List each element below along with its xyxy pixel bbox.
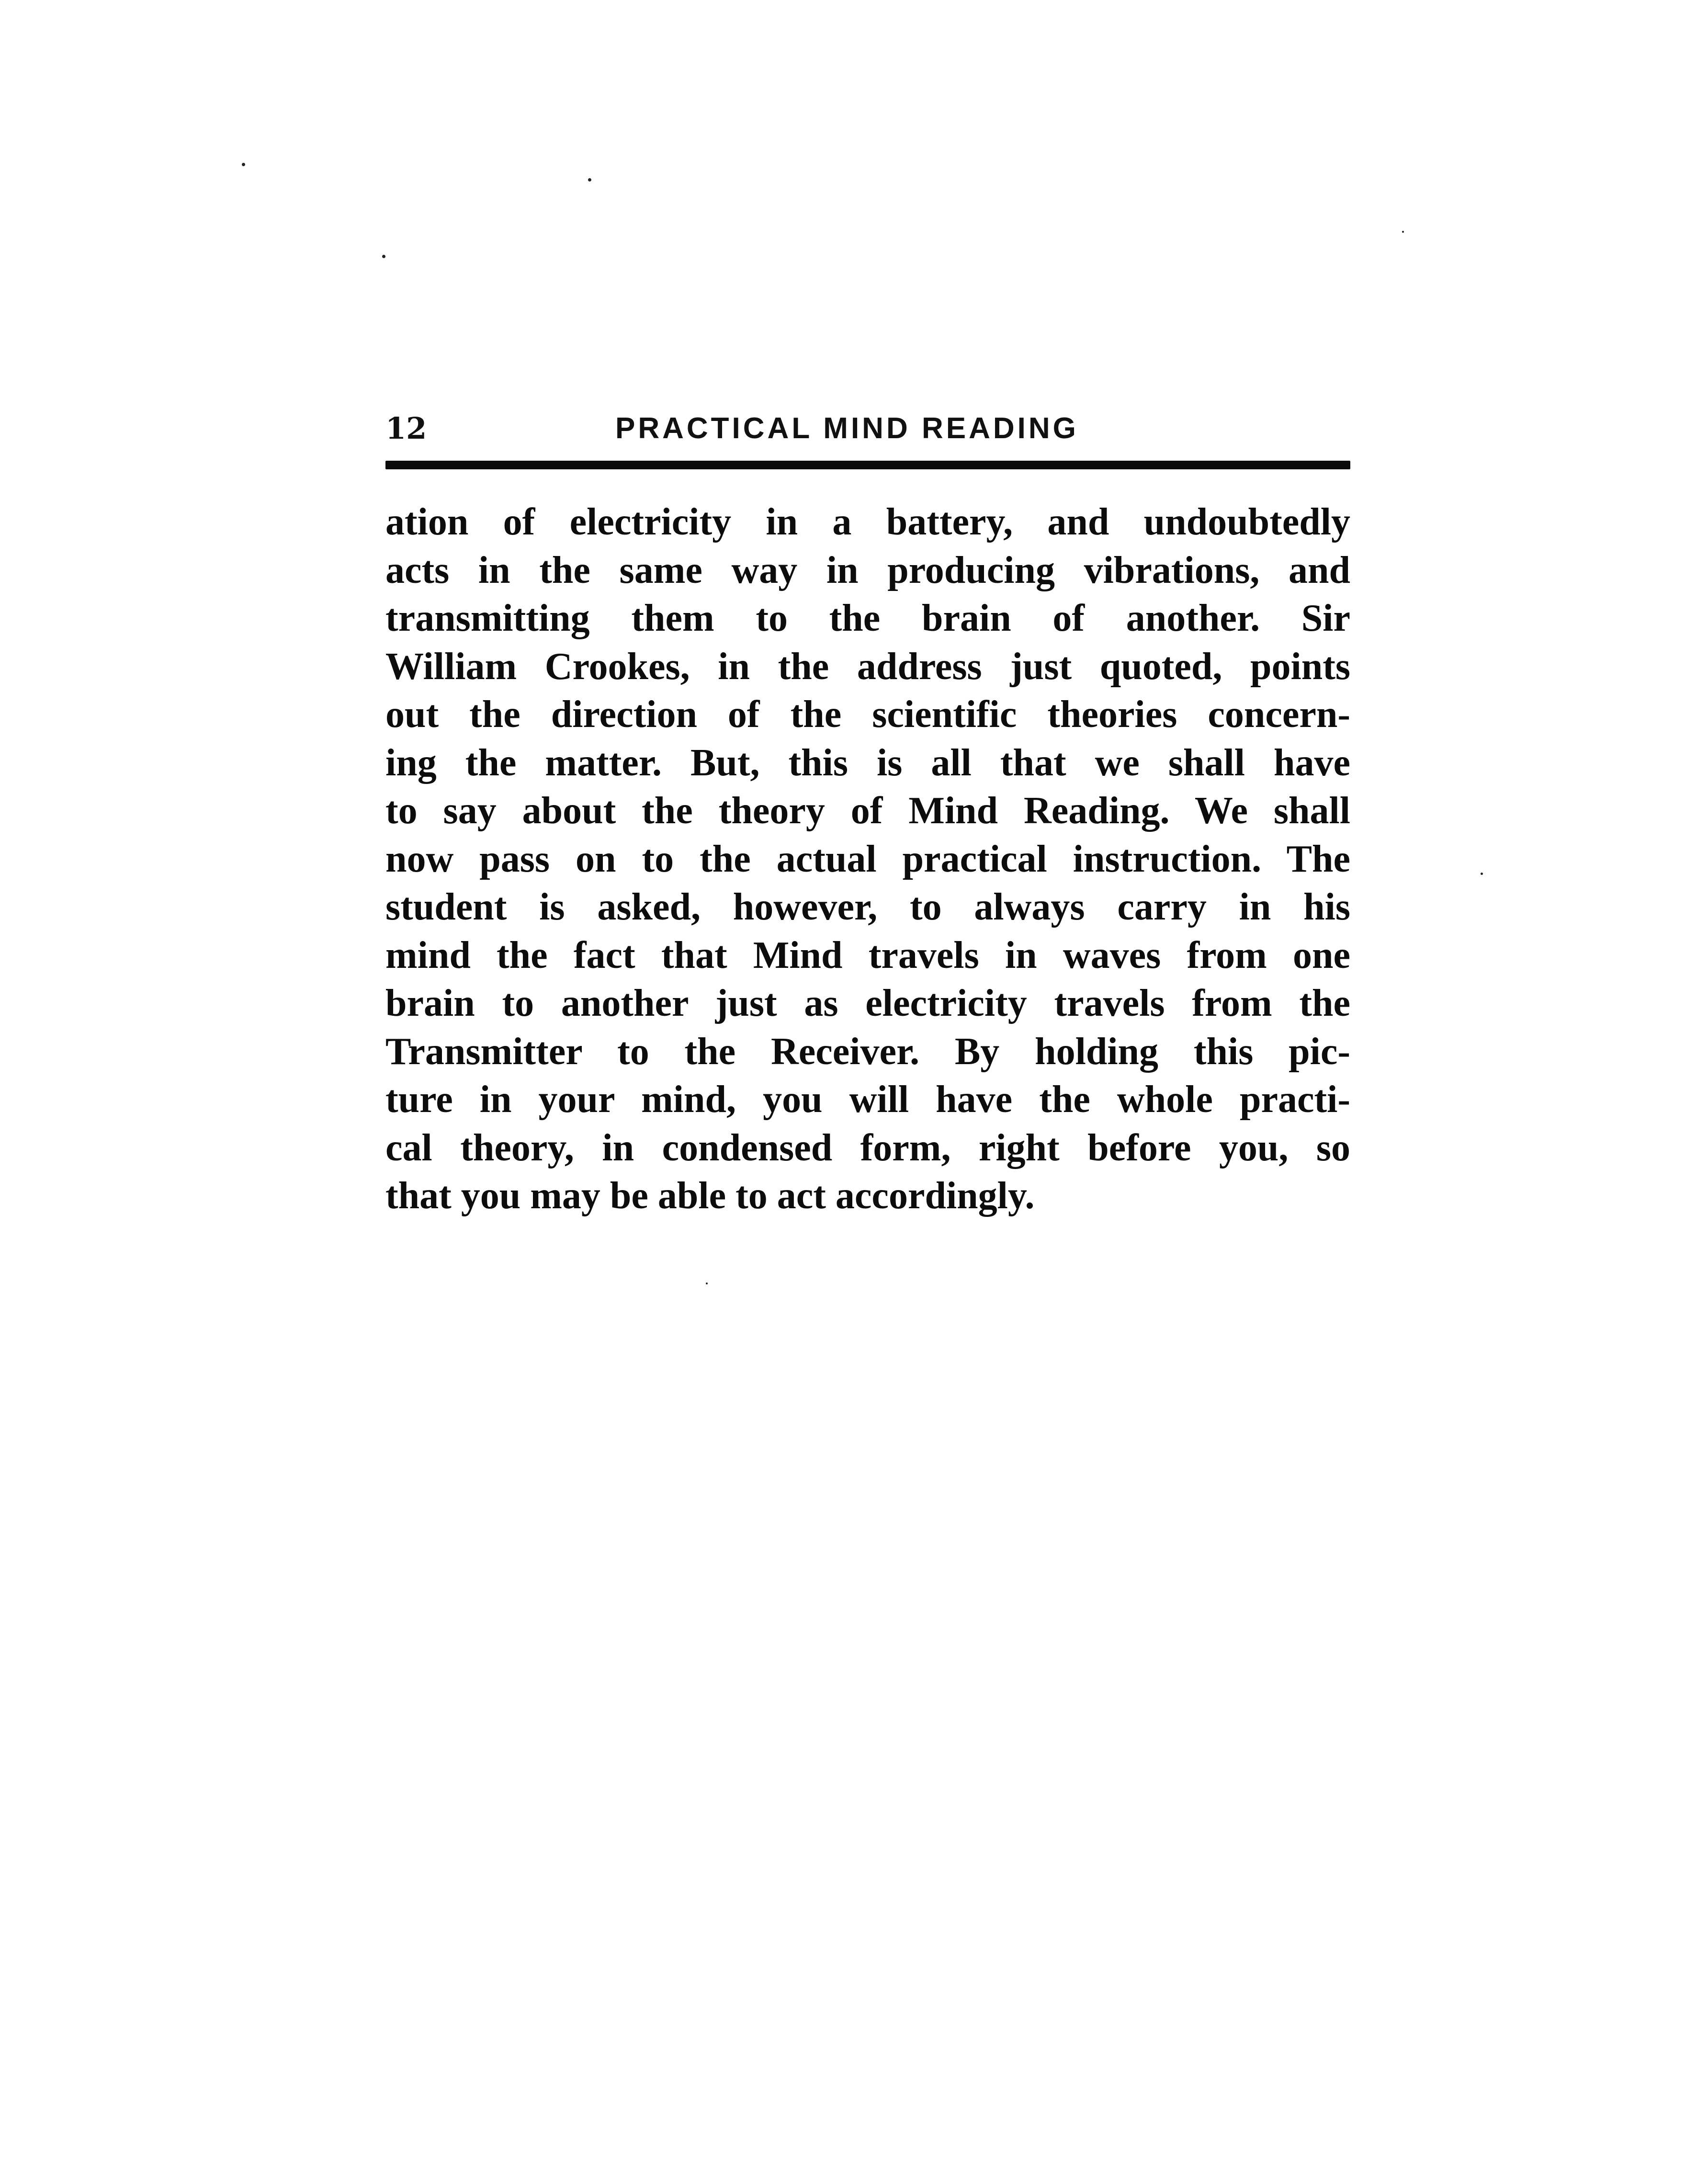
text-line: ation of electricity in a battery, and undoubtedly — [385, 501, 1350, 543]
page-number: 12 — [385, 411, 427, 446]
scan-speck — [382, 255, 385, 258]
running-head — [385, 409, 1350, 448]
text-line: transmitting them to the brain of another. Sir — [385, 597, 1350, 639]
body-paragraph — [385, 498, 1350, 1220]
text-line: cal theory, in condensed form, right before you, so — [385, 1126, 1350, 1169]
text-line: brain to another just as electricity travels from the — [385, 982, 1350, 1024]
scan-speck — [588, 178, 591, 182]
text-line: out the direction of the scientific theories concern- — [385, 693, 1350, 736]
scan-speck — [1402, 231, 1404, 233]
scan-speck — [1481, 873, 1483, 875]
text-line: ing the matter. But, this is all that we shall have — [385, 741, 1350, 784]
header-rule — [385, 461, 1350, 469]
text-line: William Crookes, in the address just quoted, points — [385, 645, 1350, 688]
text-line: acts in the same way in producing vibrations, and — [385, 549, 1350, 591]
text-line: Transmitter to the Receiver. By holding this pic- — [385, 1030, 1350, 1073]
running-title: PRACTICAL MIND READING — [615, 412, 1079, 445]
text-line: now pass on to the actual practical instruction. The — [385, 838, 1350, 880]
scan-speck — [706, 1282, 708, 1284]
text-line-last: that you may be able to act accordingly. — [385, 1175, 1035, 1217]
text-line: to say about the theory of Mind Reading. We shall — [385, 790, 1350, 832]
scan-speck — [242, 163, 245, 166]
text-line: ture in your mind, you will have the whole practi- — [385, 1078, 1350, 1121]
text-line: student is asked, however, to always carry in his — [385, 886, 1350, 928]
text-line: mind the fact that Mind travels in waves from one — [385, 934, 1350, 976]
